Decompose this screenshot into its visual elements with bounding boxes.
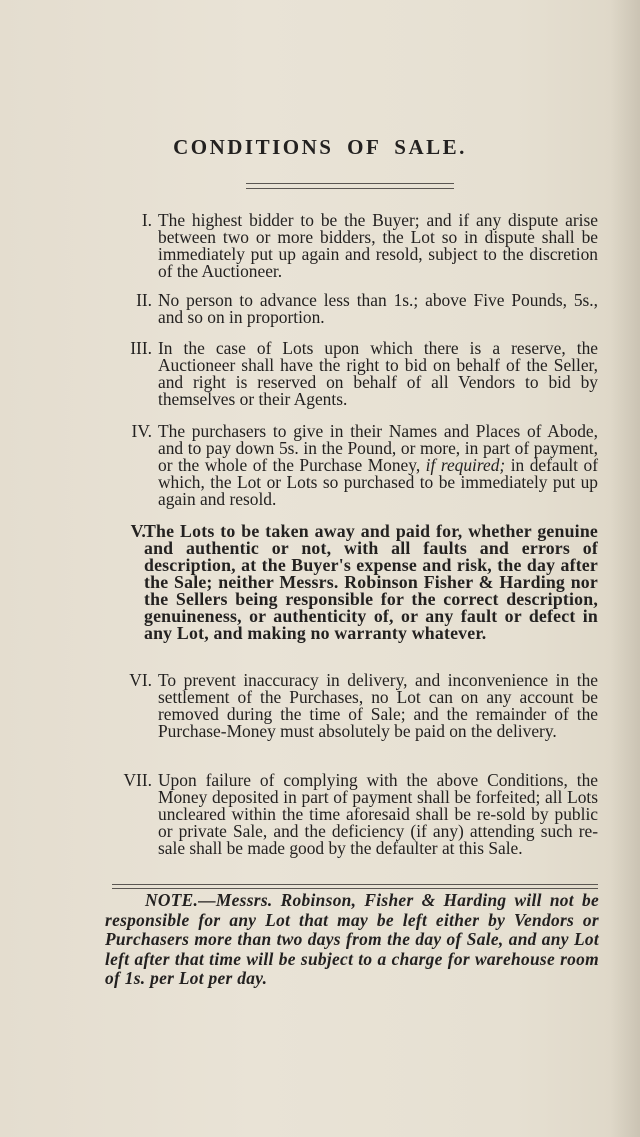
condition-text: The Lots to be taken away and paid for, whether genuine and authentic or not, with all faults and errors of description, at the Buyer's expense and risk, the day after the Sale; neither Messrs. Robinson Fisher & Harding nor the Sellers being responsible for the correct description, genuineness, or authenticity of, or any fault or defect in any Lot, and making no warranty whatever. bbox=[144, 521, 598, 643]
condition-text bbox=[158, 423, 598, 508]
condition-text-part: in default of which, the Lot or Lots so purchased to be immediately put up again and resold. bbox=[158, 455, 598, 509]
condition-text: The highest bidder to be the Buyer; and if any dispute arise between two or more bidders, the Lot so in dispute shall be immediately put up again and resold, subject to the discretion of the Auctioneer. bbox=[158, 210, 598, 281]
condition-numeral: VII. bbox=[123, 770, 152, 790]
condition-numeral: VI. bbox=[129, 670, 152, 690]
condition-text: Upon failure of complying with the above Conditions, the Money deposited in part of payment shall be forfeited; all Lots uncleared within the time aforesaid shall be re-sold by public or private Sale, and the deficiency (if any) attending such re-sale shall be made good by the defaulter at this Sale. bbox=[158, 770, 598, 858]
title-divider bbox=[246, 183, 454, 189]
condition-text: No person to advance less than 1s.; above Five Pounds, 5s., and so on in proportion. bbox=[158, 290, 598, 327]
condition-numeral: II. bbox=[136, 290, 152, 310]
condition-text-part: The purchasers to give in their Names and Places of Abode, and to pay down 5s. in the Pound, or more, in part of payment, or the whole of the Purchase Money, bbox=[158, 421, 598, 475]
condition-text: In the case of Lots upon which there is a reserve, the Auctioneer shall have the right to bid on behalf of the Seller, and right is reserved on behalf of all Vendors to bid by themselves or their Agents. bbox=[158, 338, 598, 409]
note-paragraph bbox=[105, 891, 599, 989]
condition-numeral: III. bbox=[130, 338, 152, 358]
page-title: CONDITIONS OF SALE. bbox=[173, 135, 467, 159]
note-text: NOTE.—Messrs. Robinson, Fisher & Harding will not be responsible for any Lot that may be left either by Vendors or Purchasers more than two days from the day of Sale, and any Lot left after that time will be subject to a charge for warehouse room of 1s. per Lot per day. bbox=[105, 890, 599, 988]
note-divider bbox=[112, 884, 598, 889]
condition-text-italic: if required; bbox=[425, 455, 506, 475]
condition-numeral: IV. bbox=[131, 421, 152, 441]
condition-numeral: I. bbox=[141, 210, 152, 230]
page-edge-shadow bbox=[610, 0, 640, 1137]
condition-text: To prevent inaccuracy in delivery, and inconvenience in the settlement of the Purchases, no Lot can on any account be removed during the time of Sale; and the remainder of the Purchase-Money must absolutely be paid on the delivery. bbox=[158, 670, 598, 741]
condition-numeral: V. bbox=[130, 521, 146, 541]
